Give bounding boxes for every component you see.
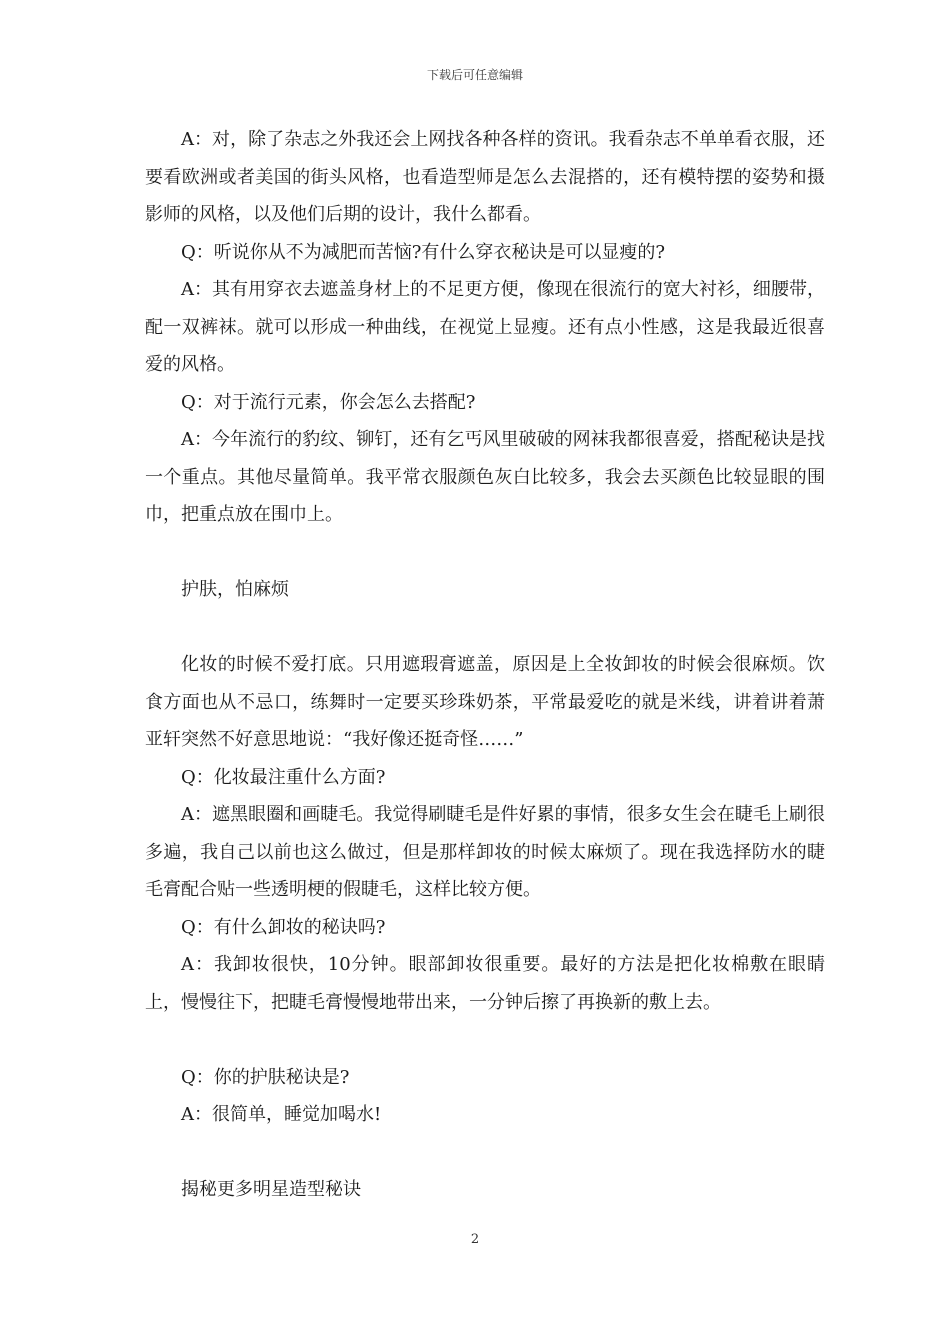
page-number: 2 xyxy=(470,1232,480,1247)
paragraph: Q：化妆最注重什么方面? xyxy=(181,766,386,788)
paragraph: A：很简单，睡觉加喝水! xyxy=(181,1104,382,1125)
section-heading: 护肤，怕麻烦 xyxy=(181,579,289,600)
paragraph: A：其有用穿衣去遮盖身材上的不足更方便，像现在很流行的宽大衬衫，细腰带，配一双裤袜。就可以形成一种曲线，在视觉上显瘦。还有点小性感，这是我最近很喜爱的风格。 xyxy=(145,279,825,375)
document-body xyxy=(145,121,825,1209)
paragraph: 化妆的时候不爱打底。只用遮瑕膏遮盖，原因是上全妆卸妆的时候会很麻烦。饮食方面也从不忌口，练舞时一定要买珍珠奶茶，平常最爱吃的就是米线，讲着讲着萧亚轩突然不好意思地说：“我好像还挺奇怪……” xyxy=(145,654,825,750)
blank-line xyxy=(145,1134,825,1172)
paragraph: A：今年流行的豹纹、铆钉，还有乞丐风里破破的网袜我都很喜爱，搭配秘诀是找一个重点。其他尽量简单。我平常衣服颜色灰白比较多，我会去买颜色比较显眼的围巾，把重点放在围巾上。 xyxy=(145,429,825,525)
section-heading: 揭秘更多明星造型秘诀 xyxy=(181,1179,361,1200)
paragraph: Q：你的护肤秘诀是? xyxy=(181,1066,350,1088)
blank-line xyxy=(145,1021,825,1059)
paragraph: Q：有什么卸妆的秘诀吗? xyxy=(181,916,386,938)
blank-line xyxy=(145,534,825,572)
paragraph: A：遮黑眼圈和画睫毛。我觉得刷睫毛是件好累的事情，很多女生会在睫毛上刷很多遍，我自己以前也这么做过，但是那样卸妆的时候太麻烦了。现在我选择防水的睫毛膏配合贴一些透明梗的假睫毛，这样比较方便。 xyxy=(145,804,825,900)
paragraph: A：对，除了杂志之外我还会上网找各种各样的资讯。我看杂志不单单看衣服，还要看欧洲或者美国的街头风格，也看造型师是怎么去混搭的，还有模特摆的姿势和摄影师的风格，以及他们后期的设计，我什么都看。 xyxy=(145,129,825,225)
paragraph: Q：听说你从不为减肥而苦恼?有什么穿衣秘诀是可以显瘦的? xyxy=(181,241,666,263)
paragraph: A：我卸妆很快，10分钟。眼部卸妆很重要。最好的方法是把化妆棉敷在眼睛上，慢慢往下，把睫毛膏慢慢地带出来，一分钟后擦了再换新的敷上去。 xyxy=(145,954,825,1013)
page-header: 下载后可任意编辑 xyxy=(426,68,523,82)
paragraph: Q：对于流行元素，你会怎么去搭配? xyxy=(181,391,476,413)
blank-line xyxy=(145,609,825,647)
